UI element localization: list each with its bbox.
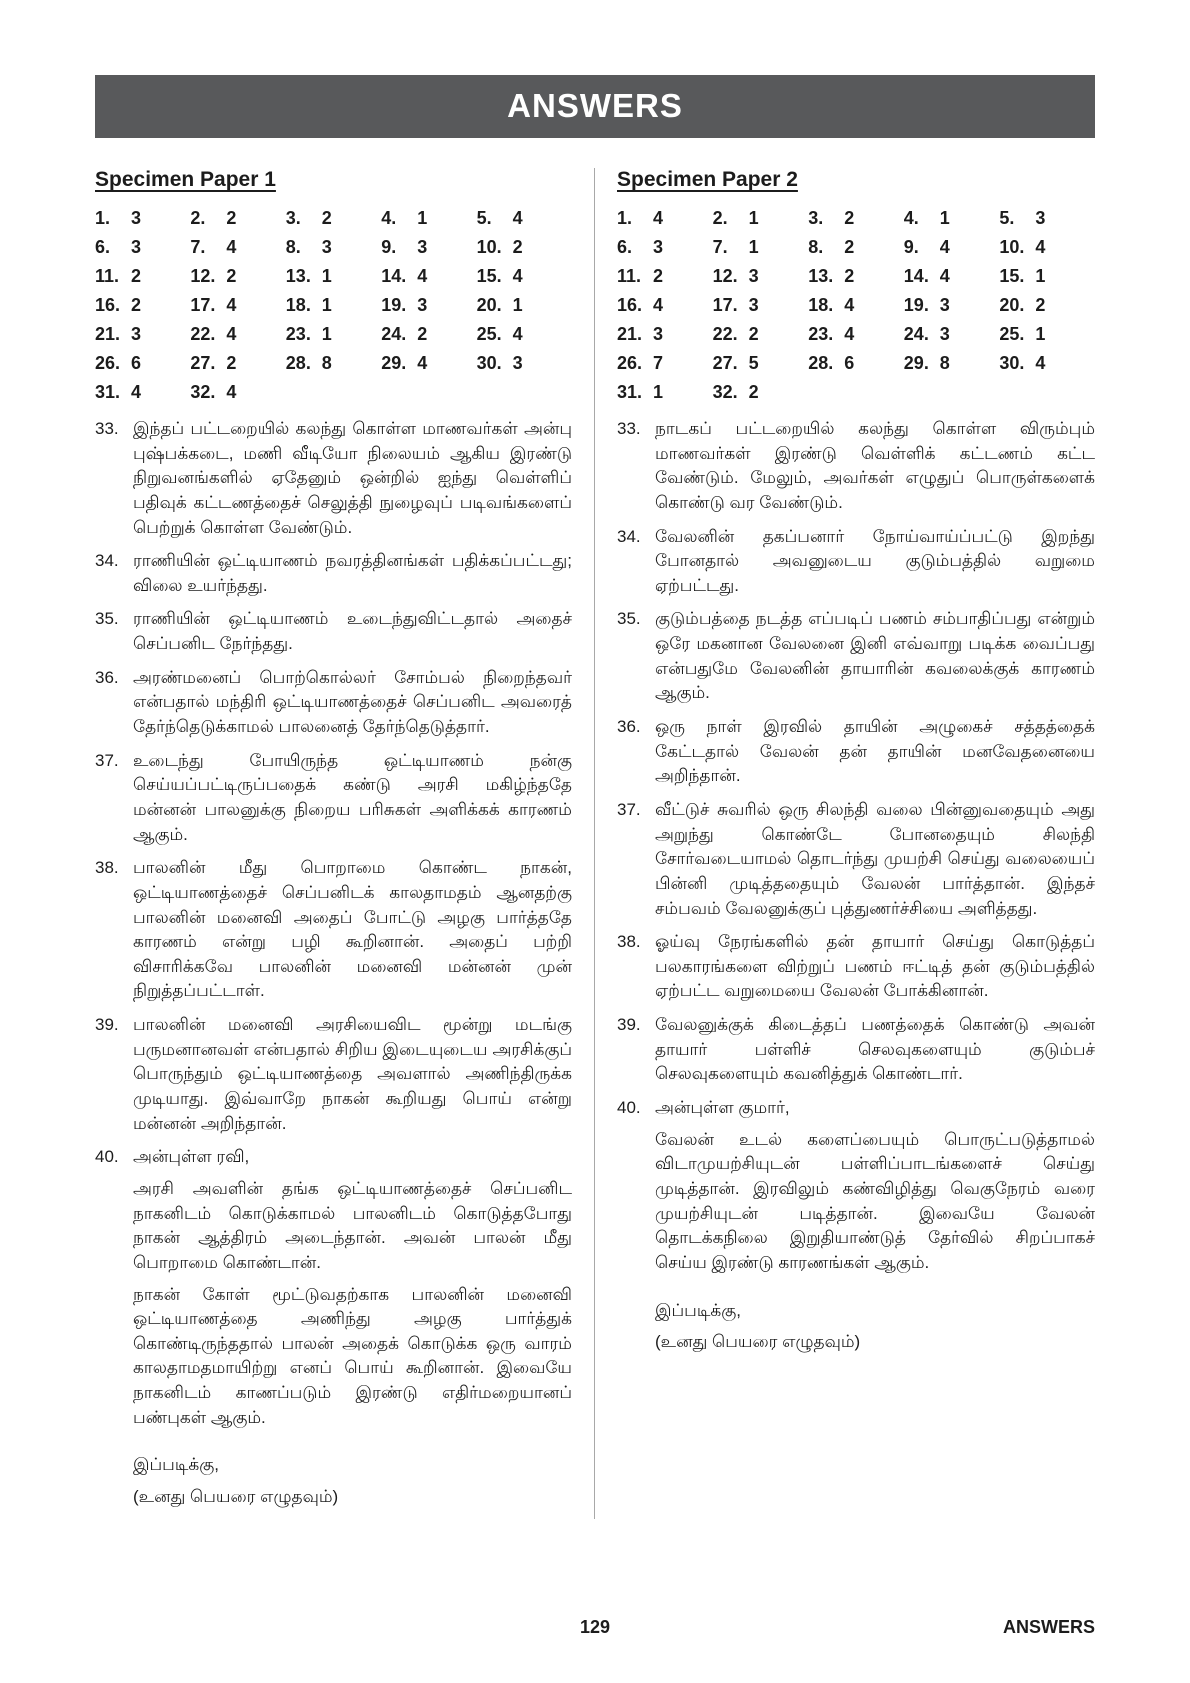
mcq-question-number: 3. [808, 208, 824, 228]
mcq-answer-value: 3 [939, 295, 950, 315]
mcq-answer [190, 353, 285, 374]
mcq-answer-value: 2 [417, 324, 428, 344]
answer-paragraph: அரசி அவளின் தங்க ஒட்டியாணத்தைச் செப்பனிட நாகனிடம் கொடுக்காமல் பாலனிடம் கொடுத்தபோது நாகன் ஆத்திரம் அடைந்தான். அவன் பாலன் மீது பொறாமை கொண்டான். [133, 1178, 572, 1272]
mcq-question-number: 4. [381, 208, 397, 228]
mcq-answer [381, 208, 476, 229]
mcq-answer-value: 4 [417, 353, 428, 373]
answer-number: 40. [617, 1098, 641, 1118]
mcq-question-number: 14. [903, 266, 929, 286]
mcq-answer-value: 4 [939, 266, 950, 286]
mcq-question-number: 6. [617, 237, 633, 257]
mcq-question-number: 21. [95, 324, 121, 344]
answer-item [617, 607, 1095, 706]
mcq-question-number: 8. [285, 237, 301, 257]
mcq-answer [95, 324, 190, 345]
mcq-answer [713, 237, 809, 258]
answer-text [655, 525, 1095, 599]
mcq-question-number: 31. [617, 382, 643, 402]
answer-paragraph: நாகன் கோள் மூட்டுவதற்காக பாலனின் மனைவி ஒட்டியாணத்தை அணிந்து அழகு பார்த்துக் கொண்டிருந்ததால் பாலன் அதைக் கொடுக்க ஒரு வாரம் காலதாமதமாயிற்று எனப் பொய் கூறினான். இவையே நாகனிடம் காணப்படும் இரண்டு எதிர்மறையானப் பண்புகள் ஆகும். [133, 1284, 572, 1427]
mcq-answer-value: 1 [321, 295, 332, 315]
mcq-question-number: 17. [190, 295, 216, 315]
answer-text [133, 607, 572, 656]
mcq-question-number: 20. [476, 295, 502, 315]
mcq-answer-value: 1 [748, 208, 759, 228]
mcq-answer [617, 295, 713, 316]
mcq-question-number: 13. [808, 266, 834, 286]
mcq-answer-value: 3 [1035, 208, 1046, 228]
mcq-answer-value: 5 [748, 353, 759, 373]
answer-paragraph: (உனது பெயரை எழுதவும்) [655, 1332, 861, 1352]
mcq-answer [713, 382, 809, 403]
answer-text [655, 1013, 1095, 1087]
mcq-answer [617, 208, 713, 229]
answer-item [617, 798, 1095, 921]
mcq-answer [286, 353, 381, 374]
mcq-answer [286, 324, 381, 345]
answer-number: 33. [95, 419, 119, 438]
mcq-answer-value: 4 [1035, 237, 1046, 257]
mcq-answer-value: 7 [653, 353, 664, 373]
mcq-question-number: 1. [617, 208, 633, 228]
mcq-answer-value: 4 [1035, 353, 1046, 373]
mcq-answer-value: 4 [512, 324, 523, 344]
answer-paragraph: குடும்பத்தை நடத்த எப்படிப் பணம் சம்பாதிப்பது என்றும் ஒரே மகனான வேலனை இனி எவ்வாறு படிக்க வைப்பது என்பதுமே வேலனின் தாயாரின் கவலைக்குக் காரணம் ஆகும். [655, 609, 1095, 703]
mcq-question-number: 23. [808, 324, 834, 344]
answer-number: 35. [617, 609, 641, 629]
answer-item [95, 607, 572, 656]
answer-number: 35. [95, 609, 119, 629]
mcq-answer-value: 1 [321, 324, 332, 344]
mcq-answer-value: 1 [1035, 266, 1046, 286]
mcq-grid [95, 208, 572, 403]
mcq-question-number: 29. [903, 353, 929, 373]
answer-item [617, 715, 1095, 789]
answer-text [133, 549, 572, 598]
mcq-answer [617, 382, 713, 403]
mcq-question-number: 29. [381, 353, 407, 373]
mcq-answer [617, 266, 713, 287]
answer-item [95, 417, 572, 540]
mcq-answer [477, 295, 572, 316]
mcq-answer-value: 1 [512, 295, 523, 315]
mcq-answer [286, 295, 381, 316]
answer-paragraph: வேலனுக்குக் கிடைத்தப் பணத்தைக் கொண்டு அவன் தாயார் பள்ளிச் செலவுகளையும் குடும்பச் செலவுகளையும் கவனித்துக் கொண்டார். [655, 1015, 1095, 1084]
mcq-answer [190, 295, 285, 316]
mcq-answer [381, 237, 476, 258]
answer-number: 38. [617, 932, 641, 952]
answer-number: 40. [95, 1147, 119, 1167]
mcq-answer-value: 1 [1035, 324, 1046, 344]
mcq-answer [477, 353, 572, 374]
mcq-answer-value: 1 [417, 208, 428, 228]
answer-paragraph: அன்புள்ள ரவி, [133, 1147, 250, 1167]
mcq-answer-value: 3 [131, 237, 142, 257]
mcq-question-number: 30. [999, 353, 1025, 373]
answer-text [655, 607, 1095, 706]
mcq-question-number: 12. [712, 266, 738, 286]
mcq-answer [808, 353, 904, 374]
mcq-answer-value: 2 [844, 208, 855, 228]
answer-text [655, 715, 1095, 789]
mcq-answer [190, 382, 285, 403]
mcq-answer [286, 266, 381, 287]
answer-item [617, 417, 1095, 516]
mcq-question-number: 10. [476, 237, 502, 257]
mcq-question-number: 24. [903, 324, 929, 344]
mcq-answer-value: 4 [226, 295, 237, 315]
paragraph-spacer [133, 1437, 572, 1453]
answer-paragraph: வேலன் உடல் களைப்பையும் பொருட்படுத்தாமல் விடாமுயற்சியுடன் பள்ளிப்பாடங்களைச் செய்து முடித்தான். இரவிலும் கண்விழித்து வெகுநேரம் வரை முயற்சியுடன் படித்தான். இவையே வேலன் தொடக்கநிலை இறுதியாண்டுத் தேர்வில் சிறப்பாகச் செய்ய இரண்டு காரணங்கள் ஆகும். [655, 1129, 1095, 1272]
mcq-question-number: 15. [476, 266, 502, 286]
mcq-question-number: 6. [95, 237, 111, 257]
page-footer [95, 1617, 1095, 1641]
answer-paragraph: இப்படிக்கு, [655, 1300, 741, 1320]
mcq-answer-value: 3 [417, 237, 428, 257]
answer-paragraph: பாலனின் மனைவி அரசியைவிட மூன்று மடங்கு பருமனானவள் என்பதால் சிறிய இடையுடைய அரசிக்குப் பொருந்தும் ஒட்டியாணத்தை அவளால் அணிந்திருக்க முடியாது. இவ்வாறே நாகன் கூறியது பொய் என்று மன்னன் அறிந்தான். [133, 1015, 572, 1133]
mcq-answer [808, 266, 904, 287]
mcq-question-number: 19. [381, 295, 407, 315]
answer-paragraph: ஓய்வு நேரங்களில் தன் தாயார் செய்து கொடுத்தப் பலகாரங்களை விற்றுப் பணம் ஈட்டித் தன் குடும்பத்தில் ஏற்பட்ட வறுமையை வேலன் போக்கினான். [655, 932, 1095, 1001]
mcq-answer-value: 6 [844, 353, 855, 373]
mcq-answer [713, 266, 809, 287]
answer-paragraph: நாடகப் பட்டறையில் கலந்து கொள்ள விரும்பும் மாணவர்கள் இரண்டு வெள்ளிக் கட்டணம் கட்ட வேண்டும். மேலும், அவர்கள் எழுதுப் பொருள்களைக் கொண்டு வர வேண்டும். [655, 419, 1095, 512]
mcq-answer-value: 4 [417, 266, 428, 286]
answer-text [655, 417, 1095, 516]
mcq-answer-value: 2 [226, 353, 237, 373]
mcq-answer [190, 237, 285, 258]
mcq-answer [477, 237, 572, 258]
mcq-answer [381, 266, 476, 287]
paper-title: Specimen Paper 2 [617, 168, 798, 191]
answer-number: 33. [617, 419, 641, 438]
answer-item [617, 1096, 1095, 1355]
answer-number: 37. [95, 750, 119, 770]
answer-paragraph: அரண்மனைப் பொற்கொல்லர் சோம்பல் நிறைந்தவர் என்பதால் மந்திரி ஒட்டியாணத்தைச் செப்பனிட அவரைத் தேர்ந்தெடுக்காமல் பாலனைத் தேர்ந்தெடுத்தார். [133, 667, 572, 737]
mcq-answer [904, 324, 1000, 345]
mcq-question-number: 4. [903, 208, 919, 228]
mcq-answer-value: 3 [321, 237, 332, 257]
mcq-question-number: 26. [617, 353, 643, 373]
answer-item [95, 749, 572, 848]
mcq-grid [617, 208, 1095, 403]
answer-number: 36. [95, 667, 119, 687]
answer-number: 34. [617, 526, 641, 546]
paragraph-spacer [655, 1283, 1095, 1299]
mcq-answer [904, 266, 1000, 287]
mcq-question-number: 28. [808, 353, 834, 373]
mcq-answer [999, 353, 1095, 374]
mcq-answer-value: 3 [417, 295, 428, 315]
answer-item [95, 666, 572, 740]
mcq-answer-value: 2 [844, 266, 855, 286]
mcq-question-number: 23. [285, 324, 311, 344]
answer-number: 37. [617, 799, 641, 819]
mcq-answer-value: 2 [1035, 295, 1046, 315]
mcq-answer-value: 2 [748, 324, 759, 344]
answer-text [133, 1013, 572, 1136]
mcq-question-number: 19. [903, 295, 929, 315]
mcq-answer [95, 208, 190, 229]
mcq-answer-value: 1 [939, 208, 950, 228]
mcq-answer-value: 4 [512, 266, 523, 286]
mcq-answer [381, 353, 476, 374]
mcq-question-number: 10. [999, 237, 1025, 257]
mcq-answer-value: 8 [321, 353, 332, 373]
mcq-answer [999, 324, 1095, 345]
mcq-answer-value: 3 [131, 324, 142, 344]
mcq-question-number: 27. [712, 353, 738, 373]
mcq-answer [190, 208, 285, 229]
mcq-answer [999, 266, 1095, 287]
mcq-answer-value: 4 [844, 324, 855, 344]
mcq-answer-value: 2 [653, 266, 664, 286]
answer-paragraph: வீட்டுச் சுவரில் ஒரு சிலந்தி வலை பின்னுவதையும் அது அறுந்து கொண்டே போனதையும் சிலந்தி சோர்வடையாமல் தொடர்ந்து முயற்சி செய்து வலையைப் பின்னி முடித்ததையும் வேலன் பார்த்தான். இந்தச் சம்பவம் வேலனுக்குப் புத்துணர்ச்சியை அளித்தது. [655, 799, 1095, 918]
mcq-question-number: 14. [381, 266, 407, 286]
mcq-answer [617, 353, 713, 374]
mcq-answer [617, 324, 713, 345]
mcq-answer-value: 4 [131, 382, 142, 402]
mcq-answer [999, 237, 1095, 258]
answer-paragraph: (உனது பெயரை எழுதவும்) [133, 1486, 339, 1506]
mcq-answer-value: 3 [131, 208, 142, 228]
mcq-answer-value: 2 [131, 266, 142, 286]
mcq-answer [904, 353, 1000, 374]
mcq-answer-value: 1 [653, 382, 664, 402]
content-columns [95, 168, 1095, 1519]
mcq-answer [808, 237, 904, 258]
mcq-answer [713, 295, 809, 316]
mcq-question-number: 13. [285, 266, 311, 286]
answers-header-banner [95, 75, 1095, 138]
mcq-question-number: 7. [712, 237, 728, 257]
answer-paragraph: வேலனின் தகப்பனார் நோய்வாய்ப்பட்டு இறந்து போனதால் அவனுடைய குடும்பத்தில் வறுமை ஏற்பட்டது. [655, 526, 1095, 595]
mcq-question-number: 16. [95, 295, 121, 315]
answers-header-title: ANSWERS [507, 87, 683, 124]
answer-paragraph: உடைந்து போயிருந்த ஒட்டியாணம் நன்கு செய்யப்பட்டிருப்பதைக் கண்டு அரசி மகிழ்ந்ததே மன்னன் பாலனுக்கு நிறைய பரிசுகள் அளிக்கக் காரணம் ஆகும். [133, 750, 572, 844]
mcq-question-number: 25. [476, 324, 502, 344]
mcq-question-number: 5. [476, 208, 492, 228]
specimen-paper-2-column [595, 168, 1095, 1519]
answer-text [133, 749, 572, 848]
mcq-answer [808, 324, 904, 345]
mcq-answer [286, 208, 381, 229]
mcq-question-number: 16. [617, 295, 643, 315]
mcq-answer-value: 4 [939, 237, 950, 257]
mcq-answer-value: 1 [748, 237, 759, 257]
mcq-question-number: 25. [999, 324, 1025, 344]
mcq-answer [999, 295, 1095, 316]
mcq-question-number: 9. [903, 237, 919, 257]
mcq-question-number: 18. [808, 295, 834, 315]
mcq-answer [381, 295, 476, 316]
mcq-answer [477, 324, 572, 345]
mcq-answer-value: 4 [226, 382, 237, 402]
mcq-question-number: 18. [285, 295, 311, 315]
answer-number: 36. [617, 717, 641, 737]
mcq-question-number: 11. [95, 266, 120, 286]
mcq-question-number: 30. [476, 353, 502, 373]
mcq-answer-value: 4 [653, 295, 664, 315]
page-number: 129 [579, 1617, 611, 1637]
answer-paragraph: ஒரு நாள் இரவில் தாயின் அழுகைச் சத்தத்தைக் கேட்டதால் வேலன் தன் தாயின் மனவேதனையை அறிந்தான். [655, 717, 1095, 786]
mcq-answer-value: 4 [512, 208, 523, 228]
mcq-answer [286, 237, 381, 258]
mcq-answer-value: 3 [653, 324, 664, 344]
mcq-question-number: 21. [617, 324, 643, 344]
mcq-question-number: 15. [999, 266, 1025, 286]
mcq-answer-value: 2 [131, 295, 142, 315]
answer-text [655, 1096, 1095, 1355]
mcq-question-number: 11. [617, 266, 642, 286]
mcq-answer [95, 353, 190, 374]
mcq-question-number: 22. [190, 324, 216, 344]
mcq-question-number: 32. [190, 382, 216, 402]
mcq-question-number: 32. [712, 382, 738, 402]
mcq-question-number: 2. [190, 208, 206, 228]
answer-item [95, 1145, 572, 1509]
answer-paragraph: இந்தப் பட்டறையில் கலந்து கொள்ள மாணவர்கள் அன்பு புஷ்பக்கடை, மணி வீடியோ நிலையம் ஆகிய இரண்டு நிறுவனங்களில் ஏதேனும் ஒன்றில் ஐந்து வெள்ளிப் பதிவுக் கட்டணத்தைச் செலுத்தி நுழைவுப் படிவங்களைப் பெற்றுக் கொள்ள வேண்டும். [133, 419, 572, 537]
mcq-answer [477, 208, 572, 229]
mcq-question-number: 12. [190, 266, 216, 286]
mcq-answer-value: 4 [844, 295, 855, 315]
mcq-answer-value: 2 [748, 382, 759, 402]
mcq-answer [904, 208, 1000, 229]
mcq-question-number: 27. [190, 353, 216, 373]
answer-text [133, 417, 572, 540]
answer-paragraph: பாலனின் மீது பொறாமை கொண்ட நாகன், ஒட்டியாணத்தைச் செப்பனிடக் காலதாமதம் ஆனதற்கு பாலனின் மனைவி அதைப் போட்டு அழகு பார்த்ததே காரணம் என்று பழி கூறினான். அதைப் பற்றி விசாரிக்கவே பாலனின் மனைவி மன்னன் முன் நிறுத்தப்பட்டாள். [133, 858, 572, 1001]
answer-paragraph: ராணியின் ஒட்டியாணம் உடைந்துவிட்டதால் அதைச் செப்பனிட நேர்ந்தது. [133, 609, 572, 654]
answer-number: 39. [95, 1015, 119, 1035]
mcq-question-number: 8. [808, 237, 824, 257]
answer-paragraph: அன்புள்ள குமார், [655, 1098, 790, 1118]
answer-item [617, 930, 1095, 1004]
mcq-answer-value: 2 [321, 208, 332, 228]
paper-title: Specimen Paper 1 [95, 168, 276, 191]
answer-item [617, 525, 1095, 599]
answer-text [133, 856, 572, 1004]
answer-number: 39. [617, 1015, 641, 1035]
mcq-question-number: 28. [285, 353, 311, 373]
mcq-answer-value: 3 [748, 295, 759, 315]
mcq-answer [713, 208, 809, 229]
answer-item [95, 856, 572, 1004]
mcq-answer [617, 237, 713, 258]
mcq-answer [477, 266, 572, 287]
answer-item [617, 1013, 1095, 1087]
mcq-question-number: 7. [190, 237, 206, 257]
mcq-answer-value: 3 [653, 237, 664, 257]
answer-text [133, 666, 572, 740]
mcq-question-number: 26. [95, 353, 121, 373]
answer-item [95, 1013, 572, 1136]
mcq-answer-value: 2 [844, 237, 855, 257]
answer-paragraph: ராணியின் ஒட்டியாணம் நவரத்தினங்கள் பதிக்கப்பட்டது; விலை உயர்ந்தது. [133, 551, 572, 595]
specimen-paper-1-column [95, 168, 595, 1519]
mcq-question-number: 20. [999, 295, 1025, 315]
answers-list [95, 417, 572, 1510]
footer-answers-label: ANSWERS [1002, 1617, 1095, 1637]
mcq-question-number: 2. [712, 208, 728, 228]
mcq-answer [808, 295, 904, 316]
mcq-answer [808, 208, 904, 229]
mcq-answer [713, 324, 809, 345]
answer-item [95, 549, 572, 598]
answer-number: 38. [95, 858, 119, 878]
mcq-answer-value: 2 [226, 208, 237, 228]
mcq-answer [95, 237, 190, 258]
mcq-answer [190, 324, 285, 345]
mcq-answer [190, 266, 285, 287]
mcq-answer-value: 8 [939, 353, 950, 373]
mcq-answer-value: 3 [748, 266, 759, 286]
mcq-question-number: 5. [999, 208, 1015, 228]
mcq-answer-value: 6 [131, 353, 142, 373]
mcq-question-number: 24. [381, 324, 407, 344]
mcq-answer-value: 3 [512, 353, 523, 373]
mcq-answer [95, 382, 190, 403]
mcq-answer [95, 266, 190, 287]
answer-paragraph: இப்படிக்கு, [133, 1455, 219, 1475]
answers-list [617, 417, 1095, 1355]
mcq-answer-value: 1 [321, 266, 332, 286]
answer-number: 34. [95, 551, 119, 571]
mcq-answer-value: 3 [939, 324, 950, 344]
mcq-question-number: 17. [712, 295, 738, 315]
mcq-answer [999, 208, 1095, 229]
mcq-answer [95, 295, 190, 316]
mcq-question-number: 22. [712, 324, 738, 344]
answer-text [133, 1145, 572, 1509]
mcq-answer-value: 4 [653, 208, 664, 228]
mcq-answer-value: 4 [226, 237, 237, 257]
mcq-answer-value: 2 [226, 266, 237, 286]
mcq-answer [904, 295, 1000, 316]
mcq-question-number: 3. [285, 208, 301, 228]
answer-text [655, 798, 1095, 921]
mcq-answer-value: 2 [512, 237, 523, 257]
mcq-question-number: 31. [95, 382, 121, 402]
answer-text [655, 930, 1095, 1004]
mcq-question-number: 9. [381, 237, 397, 257]
mcq-question-number: 1. [95, 208, 111, 228]
mcq-answer [381, 324, 476, 345]
mcq-answer-value: 4 [226, 324, 237, 344]
mcq-answer [713, 353, 809, 374]
mcq-answer [904, 237, 1000, 258]
